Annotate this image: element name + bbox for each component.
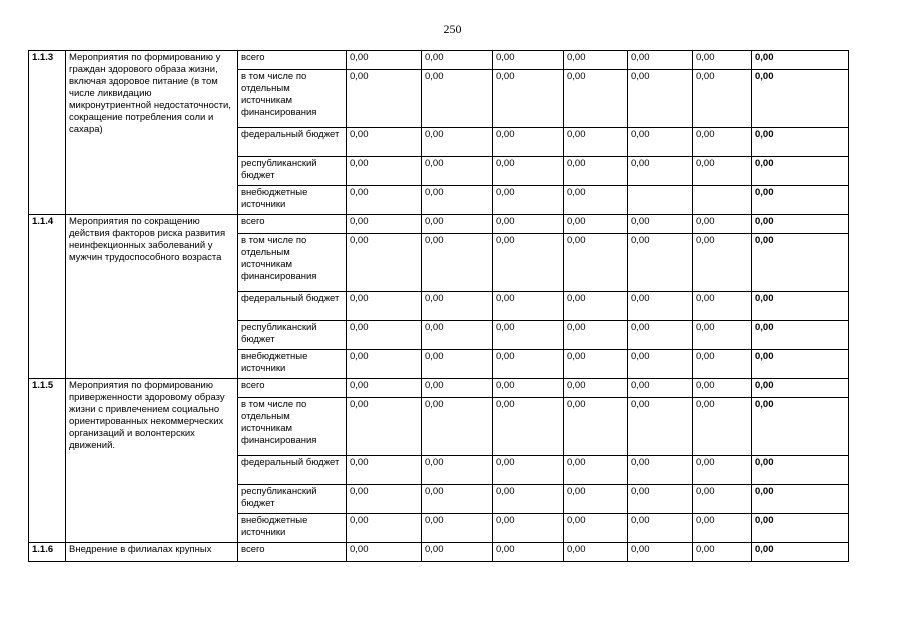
item-title: Внедрение в филиалах крупных (66, 543, 238, 562)
amount-cell: 0,00 (628, 485, 693, 514)
amount-cell: 0,00 (564, 398, 628, 456)
funding-source: федеральный бюджет (238, 456, 347, 485)
amount-cell: 0,00 (422, 215, 493, 234)
amount-cell: 0,00 (347, 186, 422, 215)
amount-cell: 0,00 (347, 456, 422, 485)
item-number: 1.1.5 (29, 379, 66, 543)
amount-cell: 0,00 (493, 379, 564, 398)
amount-cell: 0,00 (422, 456, 493, 485)
amount-cell (693, 186, 752, 215)
amount-cell: 0,00 (493, 485, 564, 514)
amount-cell: 0,00 (493, 292, 564, 321)
funding-source: республиканский бюджет (238, 485, 347, 514)
amount-cell: 0,00 (493, 514, 564, 543)
amount-cell: 0,00 (752, 292, 849, 321)
amount-cell: 0,00 (693, 215, 752, 234)
amount-cell (628, 186, 693, 215)
amount-cell: 0,00 (628, 321, 693, 350)
table-row (29, 215, 849, 234)
amount-cell: 0,00 (493, 70, 564, 128)
amount-cell: 0,00 (422, 186, 493, 215)
amount-cell: 0,00 (693, 485, 752, 514)
amount-cell: 0,00 (628, 70, 693, 128)
amount-cell: 0,00 (564, 186, 628, 215)
table-row (29, 379, 849, 398)
amount-cell: 0,00 (347, 292, 422, 321)
amount-cell: 0,00 (693, 128, 752, 157)
funding-source: внебюджетные источники (238, 514, 347, 543)
amount-cell: 0,00 (693, 543, 752, 562)
amount-cell: 0,00 (347, 350, 422, 379)
funding-source: всего (238, 379, 347, 398)
amount-cell: 0,00 (752, 186, 849, 215)
amount-cell: 0,00 (347, 128, 422, 157)
amount-cell: 0,00 (693, 234, 752, 292)
funding-source: в том числе по отдельным источникам финансирования (238, 398, 347, 456)
amount-cell: 0,00 (422, 485, 493, 514)
amount-cell: 0,00 (752, 543, 849, 562)
amount-cell: 0,00 (628, 543, 693, 562)
amount-cell: 0,00 (347, 543, 422, 562)
amount-cell: 0,00 (422, 51, 493, 70)
amount-cell: 0,00 (493, 234, 564, 292)
amount-cell: 0,00 (628, 456, 693, 485)
amount-cell: 0,00 (752, 321, 849, 350)
amount-cell: 0,00 (564, 70, 628, 128)
amount-cell: 0,00 (493, 350, 564, 379)
amount-cell: 0,00 (422, 379, 493, 398)
amount-cell: 0,00 (693, 321, 752, 350)
amount-cell: 0,00 (693, 51, 752, 70)
amount-cell: 0,00 (628, 514, 693, 543)
budget-table (28, 50, 849, 562)
amount-cell: 0,00 (347, 485, 422, 514)
amount-cell: 0,00 (347, 398, 422, 456)
amount-cell: 0,00 (347, 514, 422, 543)
amount-cell: 0,00 (564, 543, 628, 562)
funding-source: федеральный бюджет (238, 292, 347, 321)
amount-cell: 0,00 (422, 292, 493, 321)
amount-cell: 0,00 (628, 215, 693, 234)
amount-cell: 0,00 (752, 234, 849, 292)
amount-cell: 0,00 (564, 485, 628, 514)
amount-cell: 0,00 (422, 70, 493, 128)
amount-cell: 0,00 (347, 215, 422, 234)
item-title: Мероприятия по формированию у граждан здорового образа жизни, включая здоровое питание (в том числе ликвидацию микронутриентной недостаточности, сокращение потребления соли и сахара) (66, 51, 238, 215)
table-row (29, 51, 849, 70)
amount-cell: 0,00 (628, 398, 693, 456)
funding-source: всего (238, 51, 347, 70)
amount-cell: 0,00 (752, 70, 849, 128)
amount-cell: 0,00 (422, 234, 493, 292)
amount-cell: 0,00 (564, 321, 628, 350)
amount-cell: 0,00 (493, 215, 564, 234)
amount-cell: 0,00 (628, 51, 693, 70)
amount-cell: 0,00 (493, 398, 564, 456)
amount-cell: 0,00 (752, 398, 849, 456)
page-number: 250 (443, 22, 462, 36)
amount-cell: 0,00 (347, 51, 422, 70)
amount-cell: 0,00 (347, 70, 422, 128)
amount-cell: 0,00 (493, 543, 564, 562)
amount-cell: 0,00 (422, 350, 493, 379)
amount-cell: 0,00 (752, 485, 849, 514)
amount-cell: 0,00 (693, 157, 752, 186)
amount-cell: 0,00 (564, 51, 628, 70)
amount-cell: 0,00 (347, 379, 422, 398)
funding-source: федеральный бюджет (238, 128, 347, 157)
amount-cell: 0,00 (422, 514, 493, 543)
funding-source: республиканский бюджет (238, 157, 347, 186)
amount-cell: 0,00 (564, 128, 628, 157)
amount-cell: 0,00 (564, 350, 628, 379)
amount-cell: 0,00 (422, 543, 493, 562)
amount-cell: 0,00 (752, 350, 849, 379)
amount-cell: 0,00 (628, 350, 693, 379)
funding-source: республиканский бюджет (238, 321, 347, 350)
funding-source: внебюджетные источники (238, 186, 347, 215)
amount-cell: 0,00 (347, 234, 422, 292)
amount-cell: 0,00 (628, 234, 693, 292)
amount-cell: 0,00 (493, 186, 564, 215)
amount-cell: 0,00 (693, 379, 752, 398)
amount-cell: 0,00 (422, 398, 493, 456)
amount-cell: 0,00 (752, 51, 849, 70)
funding-source: внебюджетные источники (238, 350, 347, 379)
amount-cell: 0,00 (693, 456, 752, 485)
item-title: Мероприятия по формированию приверженности здоровому образу жизни с привлечением социально ориентированных некоммерческих организаций и волонтерских движений. (66, 379, 238, 543)
amount-cell: 0,00 (693, 70, 752, 128)
amount-cell: 0,00 (628, 128, 693, 157)
amount-cell: 0,00 (347, 157, 422, 186)
item-title: Мероприятия по сокращению действия факторов риска развития неинфекционных заболеваний у мужчин трудоспособного возраста (66, 215, 238, 379)
amount-cell: 0,00 (752, 128, 849, 157)
item-number: 1.1.3 (29, 51, 66, 215)
amount-cell: 0,00 (693, 350, 752, 379)
amount-cell: 0,00 (693, 514, 752, 543)
amount-cell: 0,00 (347, 321, 422, 350)
amount-cell: 0,00 (628, 379, 693, 398)
amount-cell: 0,00 (693, 292, 752, 321)
amount-cell: 0,00 (564, 456, 628, 485)
amount-cell: 0,00 (493, 157, 564, 186)
funding-source: всего (238, 543, 347, 562)
funding-source: в том числе по отдельным источникам финансирования (238, 234, 347, 292)
amount-cell: 0,00 (752, 157, 849, 186)
amount-cell: 0,00 (564, 379, 628, 398)
amount-cell: 0,00 (628, 292, 693, 321)
funding-source: в том числе по отдельным источникам финансирования (238, 70, 347, 128)
amount-cell: 0,00 (564, 514, 628, 543)
item-number: 1.1.6 (29, 543, 66, 562)
funding-source: всего (238, 215, 347, 234)
amount-cell: 0,00 (493, 51, 564, 70)
amount-cell: 0,00 (752, 456, 849, 485)
table-row (29, 543, 849, 562)
amount-cell: 0,00 (693, 398, 752, 456)
amount-cell: 0,00 (628, 157, 693, 186)
amount-cell: 0,00 (422, 321, 493, 350)
amount-cell: 0,00 (422, 157, 493, 186)
amount-cell: 0,00 (564, 234, 628, 292)
amount-cell: 0,00 (564, 292, 628, 321)
amount-cell: 0,00 (564, 215, 628, 234)
amount-cell: 0,00 (493, 128, 564, 157)
amount-cell: 0,00 (752, 514, 849, 543)
item-number: 1.1.4 (29, 215, 66, 379)
amount-cell: 0,00 (564, 157, 628, 186)
amount-cell: 0,00 (493, 321, 564, 350)
amount-cell: 0,00 (752, 379, 849, 398)
amount-cell: 0,00 (493, 456, 564, 485)
amount-cell: 0,00 (422, 128, 493, 157)
amount-cell: 0,00 (752, 215, 849, 234)
